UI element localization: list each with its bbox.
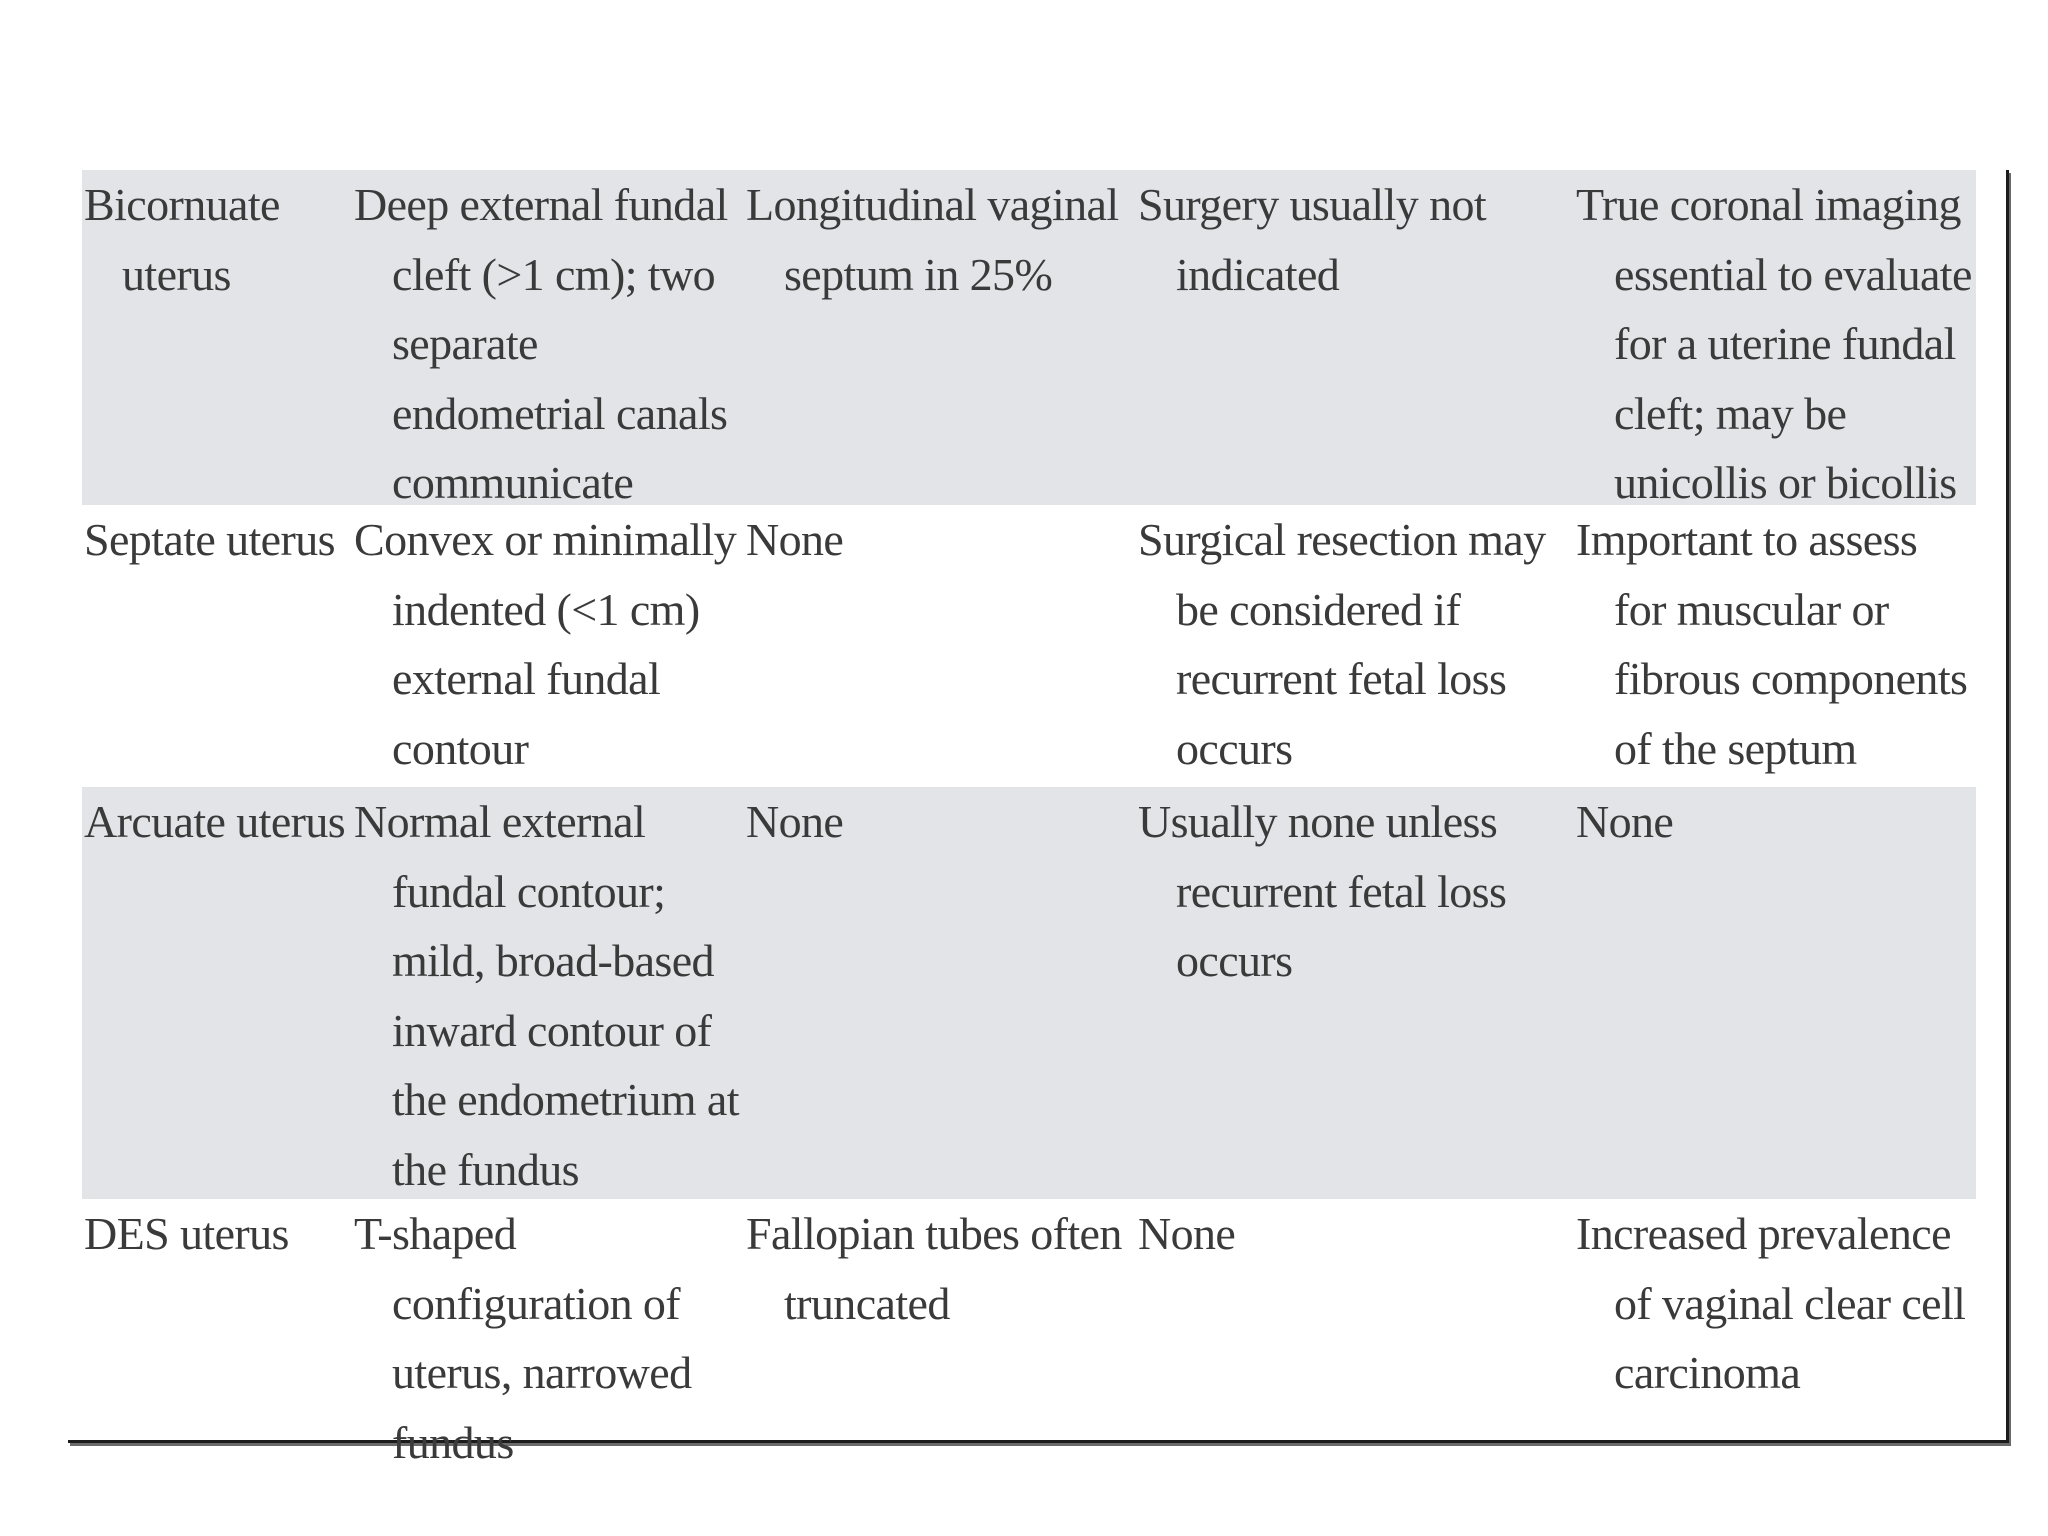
treatment-cell: Usually none unless recurrent fetal loss occurs [1138,796,1507,986]
comments-cell: Increased prevalence of vaginal clear cell carcinoma [1576,1208,1966,1398]
anomaly-cell: Septate uterus [84,514,335,565]
morphology-cell: Deep external fundal cleft (>1 cm); two separate endometrial canals communicate [354,179,728,508]
morphology-cell: Convex or minimally indented (<1 cm) external fundal contour [354,514,737,774]
morphology-cell: T-shaped configuration of uterus, narrowed fundus [354,1208,692,1468]
associated-findings-cell: Longitudinal vaginal septum in 25% [746,179,1119,300]
comments-cell: Important to assess for muscular or fibrous components of the septum [1576,514,1968,774]
treatment-cell: Surgery usually not indicated [1138,179,1487,300]
table-row [82,505,1976,787]
comments-cell: True coronal imaging essential to evaluate for a uterine fundal cleft; may be unicollis or bicollis [1576,179,1972,508]
associated-findings-cell: None [746,796,844,847]
anomaly-cell: DES uterus [84,1208,289,1259]
comments-cell: None [1576,796,1674,847]
table-row [82,787,1976,1199]
associated-findings-cell: Fallopian tubes often truncated [746,1208,1122,1329]
uterine-anomalies-table [68,170,2009,1468]
table-row [82,170,1976,508]
table-row [82,1199,1976,1468]
associated-findings-cell: None [746,514,844,565]
anomaly-cell: Arcuate uterus [84,796,346,847]
anomaly-cell: Bicornuate uterus [84,179,280,300]
morphology-cell: Normal external fundal contour; mild, broad-based inward contour of the endometrium at the fundus [354,796,739,1195]
treatment-cell: None [1138,1208,1236,1259]
treatment-cell: Surgical resection may be considered if recurrent fetal loss occurs [1138,514,1546,774]
